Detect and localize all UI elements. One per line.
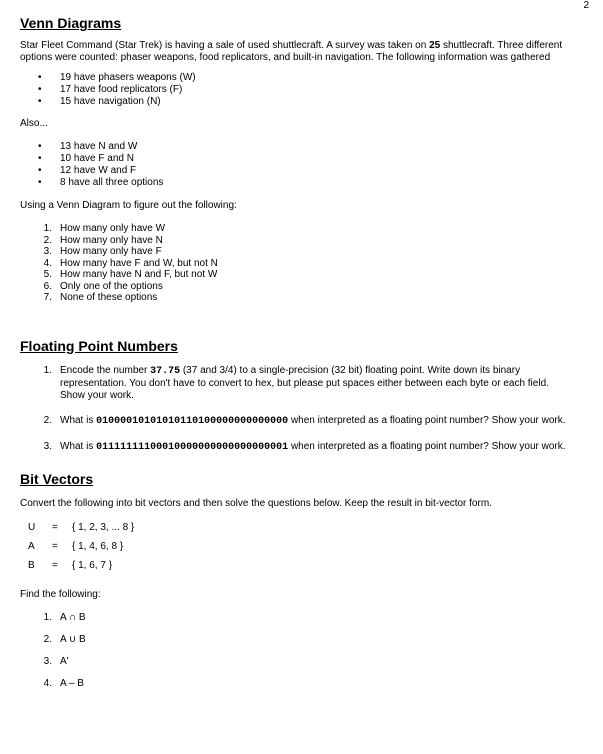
- list-item: • 19 have phasers weapons (W): [20, 72, 576, 84]
- list-item: 6. Only one of the options: [43, 280, 163, 292]
- list-item: 2. How many only have N: [43, 234, 163, 246]
- list-item: 3. A': [43, 655, 69, 667]
- list-item: 3. What is 01111111100010000000000000000001 when interpreted as a floating point number? Show your work.: [43, 440, 566, 453]
- venn-intro: Star Fleet Command (Star Trek) is having a sale of used shuttlecraft. A survey was taken on 25 shuttlecraft. Three different options were counted: phaser weapons, food replicators, and built-in navigation. The following information was gathered: [20, 40, 563, 63]
- list-item: 4. A – B: [43, 677, 84, 689]
- list-item: • 15 have navigation (N): [20, 96, 576, 108]
- venn-heading: Venn Diagrams: [20, 15, 122, 31]
- venn-overlaps-list: [20, 141, 576, 189]
- set-row: B = { 1, 6, 7 }: [28, 559, 113, 571]
- find-label: Find the following:: [20, 588, 101, 600]
- bitvector-instruction: Convert the following into bit vectors and then solve the questions below. Keep the result in bit-vector form.: [20, 497, 492, 509]
- set-row: A = { 1, 4, 6, 8 }: [28, 540, 124, 552]
- bitvector-ops: [20, 612, 576, 700]
- list-item: 2. A ∪ B: [43, 633, 86, 645]
- list-item: • 13 have N and W: [20, 141, 576, 153]
- list-item: 3. How many only have F: [43, 246, 162, 257]
- list-item: 4. How many have F and W, but not N: [43, 257, 218, 269]
- list-item: 1. How many only have W: [43, 223, 166, 234]
- venn-counts-list: [20, 72, 576, 108]
- list-item: 7. None of these options: [43, 292, 158, 303]
- bitvector-section: [20, 470, 576, 700]
- list-item: 1. A ∩ B: [43, 611, 86, 623]
- bitvector-heading: Bit Vectors: [20, 470, 94, 487]
- list-item: 2. What is 01000010101010110100000000000000 when interpreted as a floating point number? Show your work.: [43, 414, 566, 427]
- set-definitions: [20, 522, 576, 579]
- list-item: 1. Encode the number 37.75 (37 and 3/4) to a single-precision (32 bit) floating point. Write down its binary representation. You don't have to convert to hex, but please put spaces either between each byte or each field. Show your work.: [43, 364, 549, 401]
- list-item: 5. How many have N and F, but not W: [43, 269, 218, 280]
- venn-instruction: Using a Venn Diagram to figure out the following:: [20, 200, 237, 211]
- list-item: • 10 have F and N: [20, 153, 576, 165]
- page-number: 2: [583, 0, 589, 11]
- list-item: • 8 have all three options: [20, 177, 576, 189]
- venn-section: [20, 14, 576, 304]
- floating-heading: Floating Point Numbers: [20, 337, 178, 354]
- set-row: U = { 1, 2, 3, ... 8 }: [28, 521, 135, 533]
- floating-section: [20, 337, 576, 454]
- also-label: Also...: [20, 118, 48, 129]
- venn-questions: [20, 223, 576, 304]
- document-page: [20, 14, 576, 700]
- list-item: • 12 have W and F: [20, 165, 576, 177]
- list-item: • 17 have food replicators (F): [20, 84, 576, 96]
